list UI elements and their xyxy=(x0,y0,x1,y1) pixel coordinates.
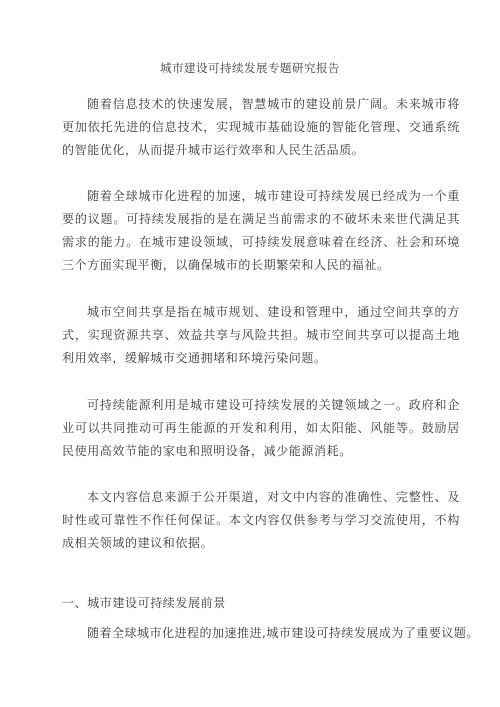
paragraph-space-sharing: 城市空间共享是指在城市规划、建设和管理中，通过空间共享的方式，实现资源共享、效益共享与风险共担。城市空间共享可以提高土地利用效率，缓解城市交通拥堵和环境污染问题。 xyxy=(62,305,460,365)
paragraph-smart-city: 随着信息技术的快速发展，智慧城市的建设前景广阔。未来城市将更加依托先进的信息技术，实现城市基础设施的智能化管理、交通系统的智能优化，从而提升城市运行效率和人民生活品质。 xyxy=(62,97,460,157)
document-title: 城市建设可持续发展专题研究报告 xyxy=(160,61,340,75)
section-heading: 一、城市建设可持续发展前景 xyxy=(62,596,226,610)
paragraph-disclaimer: 本文内容信息来源于公开渠道，对文中内容的准确性、完整性、及时性或可靠性不作任何保证。本文内容仅供参考与学习交流使用，不构成相关领域的建议和依据。 xyxy=(62,490,460,550)
paragraph-sustainable-energy: 可持续能源利用是城市建设可持续发展的关键领域之一。政府和企业可以共同推动可再生能源的开发和利用，如太阳能、风能等。鼓励居民使用高效节能的家电和照明设备，减少能源消耗。 xyxy=(62,398,460,458)
section-paragraph: 随着全球城市化进程的加速推进,城市建设可持续发展成为了重要议题。 xyxy=(87,626,479,640)
paragraph-sustainable-development: 随着全球城市化进程的加速，城市建设可持续发展已经成为一个重要的议题。可持续发展指的是在满足当前需求的不破坏未来世代满足其需求的能力。在城市建设领域，可持续发展意味着在经济、社会和环境三个方面实现平衡，以确保城市的长期繁荣和人民的福祉。 xyxy=(62,189,460,272)
